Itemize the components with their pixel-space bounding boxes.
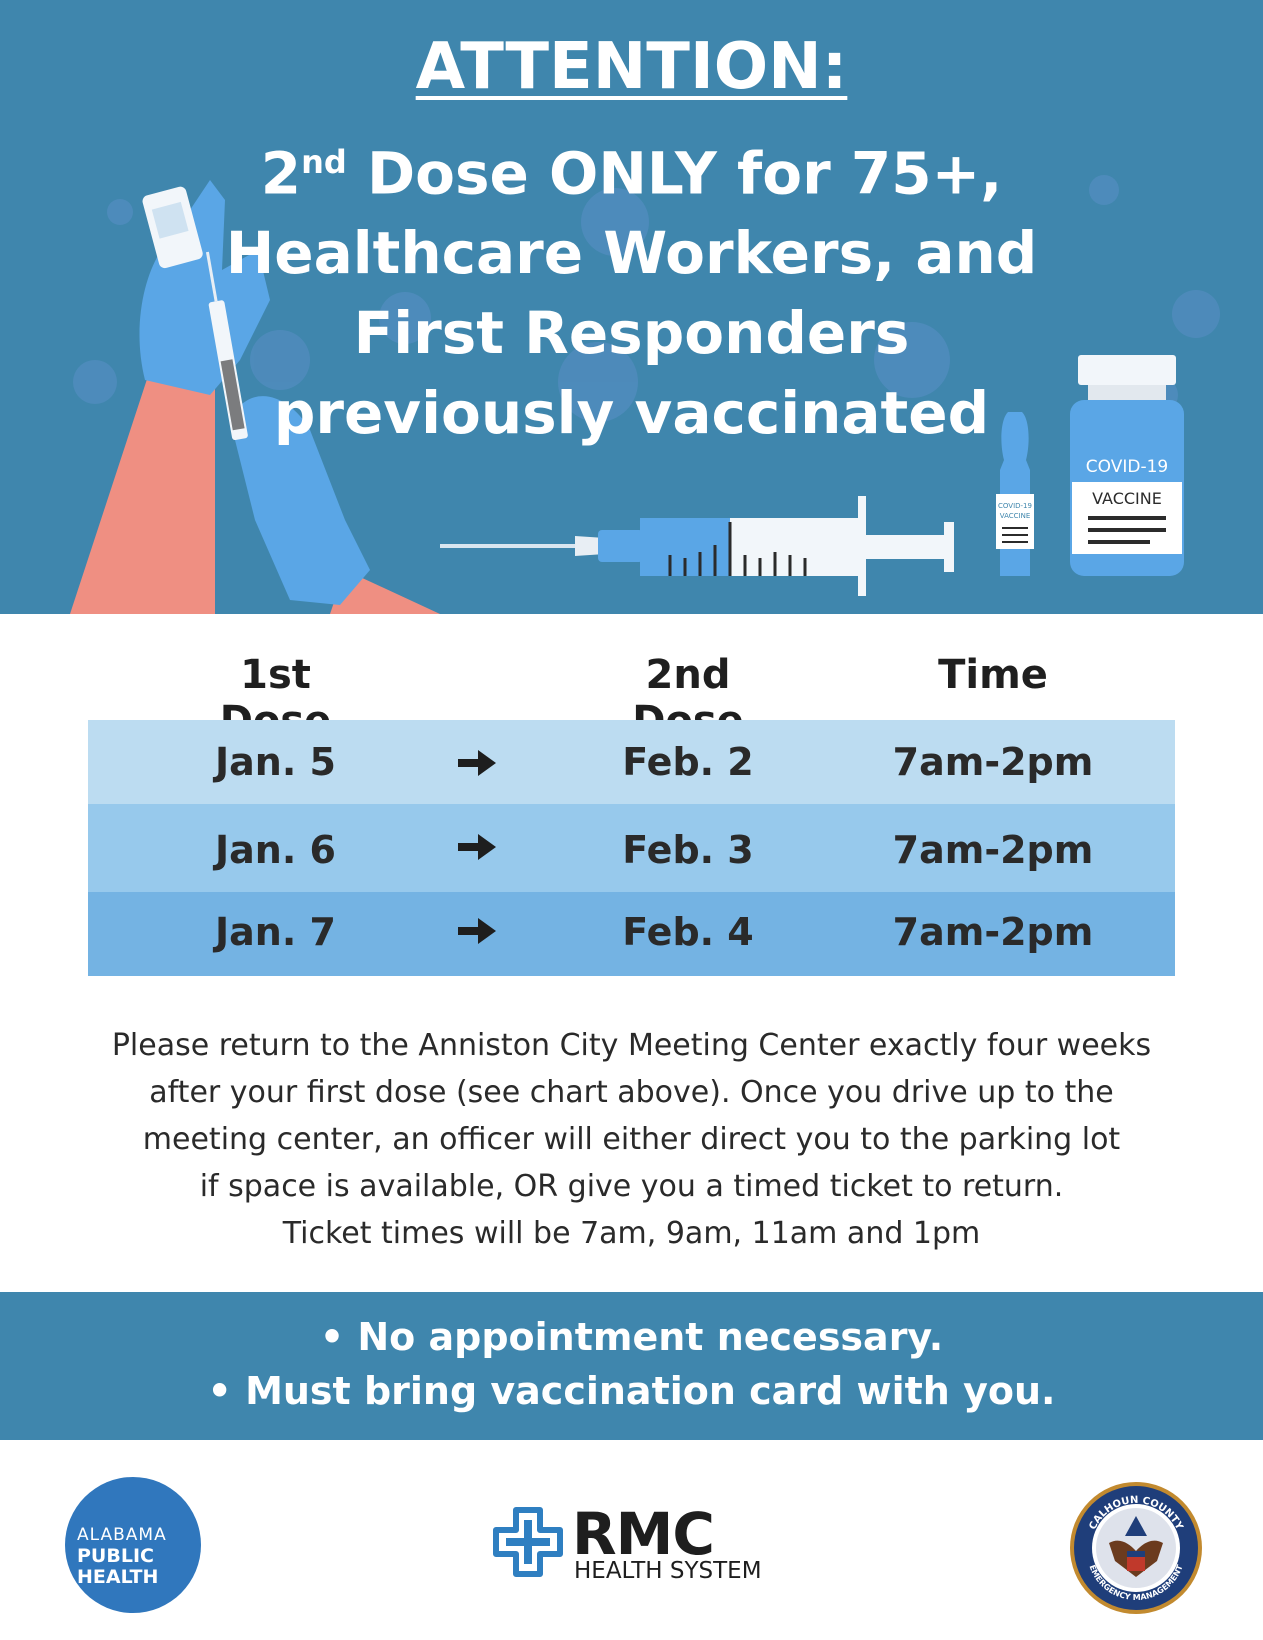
table-row: [88, 720, 1175, 804]
arrow-right-icon: [458, 918, 496, 944]
aph-logo-line-3: HEALTH: [77, 1566, 159, 1588]
header-first-dose: 1st: [240, 652, 311, 698]
seal-bottom-text: EMERGENCY MANAGEMENT: [1087, 1563, 1185, 1603]
time-window: 7am-2pm: [892, 828, 1094, 872]
header-time: Time: [938, 652, 1048, 698]
instructions-line-1: Please return to the Anniston City Meeting Center exactly four weeks: [111, 1028, 1152, 1063]
second-dose-date: Feb. 3: [622, 828, 754, 872]
instructions-line-2: after your first dose (see chart above). Once you drive up to the: [149, 1075, 1114, 1110]
headline-line-1-rest: Dose ONLY for 75+,: [346, 139, 1003, 208]
requirements-band: [0, 1292, 1263, 1440]
instructions-line-4: if space is available, OR give you a timed ticket to return.: [199, 1169, 1064, 1204]
time-window: 7am-2pm: [892, 740, 1094, 784]
instructions-line-5: Ticket times will be 7am, 9am, 11am and 1pm: [282, 1216, 981, 1251]
hero-banner: [0, 0, 1263, 614]
rmc-logo-name: RMC: [572, 1500, 714, 1568]
first-dose-date: Jan. 5: [215, 740, 336, 784]
ampoule-label-top: COVID-19: [998, 502, 1032, 510]
headline-line-1: [0, 122, 1263, 213]
attention-title: ATTENTION:: [415, 30, 848, 104]
aph-logo-line-2: PUBLIC: [77, 1545, 154, 1567]
headline-line-3: First Responders: [353, 299, 910, 368]
headline-line-4: previously vaccinated: [273, 379, 990, 448]
calhoun-county-ema-seal: [1069, 1481, 1204, 1616]
table-row: [88, 892, 1175, 976]
time-window: 7am-2pm: [892, 910, 1094, 954]
dose-schedule-table: [88, 652, 1175, 976]
table-row: [88, 804, 1175, 892]
vial-label-bottom: VACCINE: [1092, 489, 1162, 508]
arrow-right-icon: [458, 750, 496, 776]
arrow-right-icon: [458, 834, 496, 860]
rmc-logo-subtitle: HEALTH SYSTEM: [574, 1558, 762, 1584]
return-instructions: [0, 1022, 1263, 1257]
second-dose-date: Feb. 4: [622, 910, 754, 954]
headline: [0, 30, 1263, 453]
syringe-icon: [440, 496, 954, 596]
seal-top-text: CALHOUN COUNTY: [1087, 1494, 1185, 1532]
rmc-health-system-logo: [490, 1500, 790, 1584]
bullet-bring-card: • Must bring vaccination card with you.: [207, 1369, 1056, 1413]
rmc-cross-icon: [490, 1504, 566, 1580]
aph-logo-line-1: ALABAMA: [77, 1525, 167, 1545]
headline-line-2: Healthcare Workers, and: [225, 219, 1038, 288]
header-second-dose: 2nd: [645, 652, 731, 698]
table-header-row: [88, 652, 1175, 720]
headline-line-1-sup: nd: [301, 143, 347, 181]
second-dose-date: Feb. 2: [622, 740, 754, 784]
alabama-public-health-logo: [65, 1477, 201, 1613]
bullet-no-appointment: • No appointment necessary.: [319, 1315, 944, 1359]
vial-label-top: COVID-19: [1085, 457, 1169, 477]
first-dose-date: Jan. 6: [215, 828, 336, 872]
headline-line-1-prefix: 2: [260, 139, 302, 208]
first-dose-date: Jan. 7: [215, 910, 336, 954]
instructions-line-3: meeting center, an officer will either direct you to the parking lot: [142, 1122, 1121, 1157]
ampoule-label-bottom: VACCINE: [999, 512, 1031, 520]
